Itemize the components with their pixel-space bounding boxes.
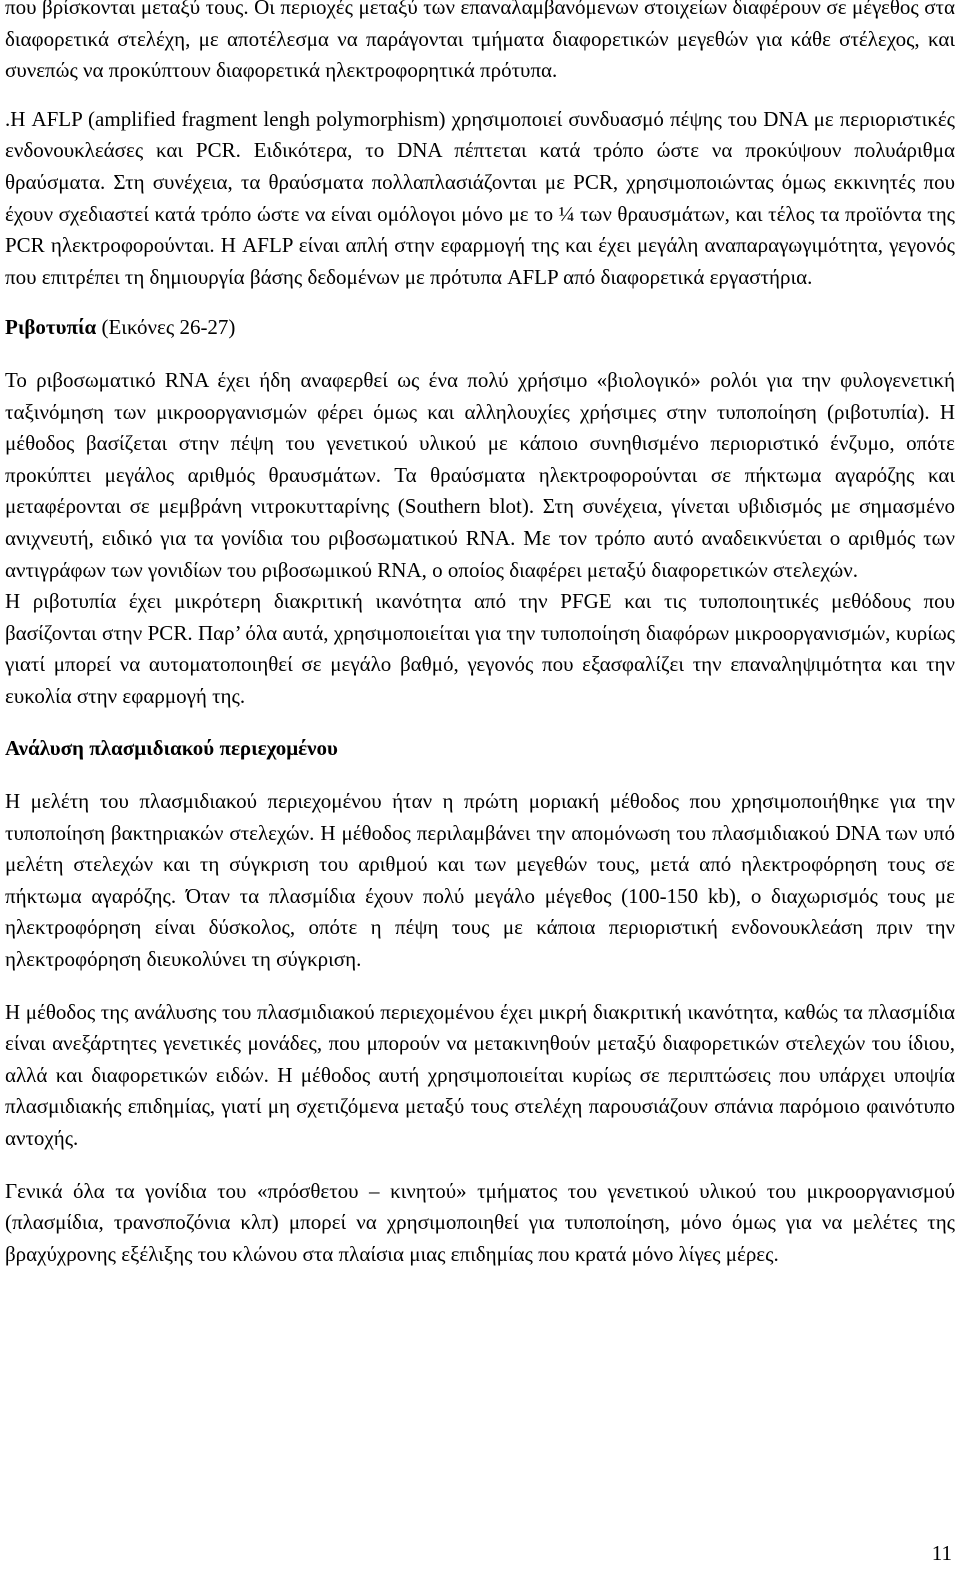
document-page (5, 0, 955, 1270)
paragraph-plasmid-limitations: Η μέθοδος της ανάλυσης του πλασμιδιακού περιεχομένου έχει μικρή διακριτική ικανότητα, καθώς τα πλασμίδια είναι ανεξάρτητες γενετικές μονάδες, που μπορούν να μετακινηθούν μεταξύ διαφορετικών στελεχών του ίδιου, αλλά και διαφορετικών ειδών. Η μέθοδος αυτή χρησιμοποιείται κυρίως σε περιπτώσεις που υπάρχει υποψία πλασμιδιακής επιδημίας, γιατί μη σχετιζόμενα μεταξύ τους στελέχη παρουσιάζουν σπάνια παρόμοιο φαινότυπο αντοχής. (5, 999, 955, 1150)
heading-ribotyping-figures: (Εικόνες 26-27) (96, 315, 236, 340)
paragraph-aflp: .Η AFLP (amplified fragment lengh polymorphism) χρησιμοποιεί συνδυασμό πέψης του DNA με περιοριστικές ενδονουκλεάσες και PCR. Ειδικότερα, το DNA πέπτεται κατά τρόπο ώστε να προκύψουν πολυάριθμα θραύσματα. Στη συνέχεια, τα θραύσματα πολλαπλασιάζονται με PCR, χρησιμοποιώντας όμως εκκινητές που έχουν σχεδιαστεί κατά τρόπο ώστε να είναι ομόλογοι μόνο με το ¼ των θραυσμάτων, και τέλος τα προϊόντα της PCR ηλεκτροφορούνται. Η AFLP είναι απλή στην εφαρμογή της και έχει μεγάλη αναπαραγωγιμότητα, γεγονός που επιτρέπει τη δημιουργία βάσης δεδομένων με πρότυπα AFLP από διαφορετικά εργαστήρια. (5, 106, 955, 289)
paragraph-plasmid-method: Η μελέτη του πλασμιδιακού περιεχομένου ήταν η πρώτη μοριακή μέθοδος που χρησιμοποιήθηκε για την τυποποίηση βακτηριακών στελεχών. Η μέθοδος περιλαμβάνει την απομόνωση του πλασμιδιακού DNA των υπό μελέτη στελεχών και τη σύγκριση του αριθμού και των μεγεθών τους, μετά από ηλεκτροφόρηση τους σε πήκτωμα αγαρόζης. Όταν τα πλασμίδια έχουν πολύ μεγάλο μέγεθος (100-150 kb), ο διαχωρισμός τους με ηλεκτροφόρηση είναι δύσκολος, οπότε η πέψη τους με κάποια περιοριστική ενδονουκλεάση πριν την ηλεκτροφόρηση διευκολύνει τη σύγκριση. (5, 789, 955, 972)
paragraph-ribotyping-comparison: Η ριβοτυπία έχει μικρότερη διακριτική ικανότητα από την PFGE και τις τυποποιητικές μεθόδους που βασίζονται στην PCR. Παρ’ όλα αυτά, χρησιμοποιείται για την τυποποίηση διαφόρων μικροοργανισμών, κυρίως γιατί μπορεί να αυτοματοποιηθεί σε μεγάλο βαθμό, γεγονός που εξασφαλίζει την επαναληψιμότητα και την ευκολία στην εφαρμογή της. (5, 589, 955, 708)
section-heading-plasmid-analysis: Ανάλυση πλασμιδιακού περιεχομένου (5, 736, 338, 761)
page-number: 11 (931, 1541, 952, 1565)
paragraph-mobile-elements: Γενικά όλα τα γονίδια του «πρόσθετου – κινητού» τμήματος του γενετικού υλικού του μικροοργανισμού (πλασμίδια, τρανσποζόνια κλπ) μπορεί να χρησιμοποιηθεί για τυποποίηση, μόνο όμως για να μελέτες της βραχύχρονης εξέλιξης του κλώνου στα πλαίσια μιας επιδημίας που κρατά μόνο λίγες μέρες. (5, 1178, 955, 1266)
section-heading-ribotyping (5, 312, 955, 344)
paragraph-repeat-regions: που βρίσκονται μεταξύ τους. Οι περιοχές μεταξύ των επαναλαμβανόμενων στοιχείων διαφέρουν σε μέγεθος στα διαφορετικά στελέχη, με αποτέλεσμα να παράγονται τμήματα διαφορετικών μεγεθών για κάθε στέλεχος, και συνεπώς να προκύπτουν διαφορετικά ηλεκτροφορητικά πρότυπα. (5, 0, 955, 83)
paragraph-ribotyping-method: Το ριβοσωματικό RNA έχει ήδη αναφερθεί ως ένα πολύ χρήσιμο «βιολογικό» ρολόι για την φυλογενετική ταξινόμηση των μικροοργανισμών φέρει όμως και αλληλουχίες χρήσιμες στην τυποποίηση (ριβοτυπία). Η μέθοδος βασίζεται στην πέψη του γενετικού υλικού με κάποιο συνηθισμένο περιοριστικό ένζυμο, οπότε προκύπτει μεγάλος αριθμός θραυσμάτων. Τα θραύσματα ηλεκτροφορούνται σε πήκτωμα αγαρόζης και μεταφέρονται σε μεμβράνη νιτροκυτταρίνης (Southern blot). Στη συνέχεια, γίνεται υβιδισμός με σημασμένο ανιχνευτή, ειδικό για τα γονίδια του ριβοσωματικού RNA. Με τον τρόπο αυτό αναδεικνύεται ο αριθμός των αντιγράφων των γονιδίων του ριβοσωμικού RNA, ο οποίος διαφέρει μεταξύ διαφορετικών στελεχών. (5, 367, 955, 582)
heading-ribotyping-title: Ριβοτυπία (5, 315, 97, 340)
